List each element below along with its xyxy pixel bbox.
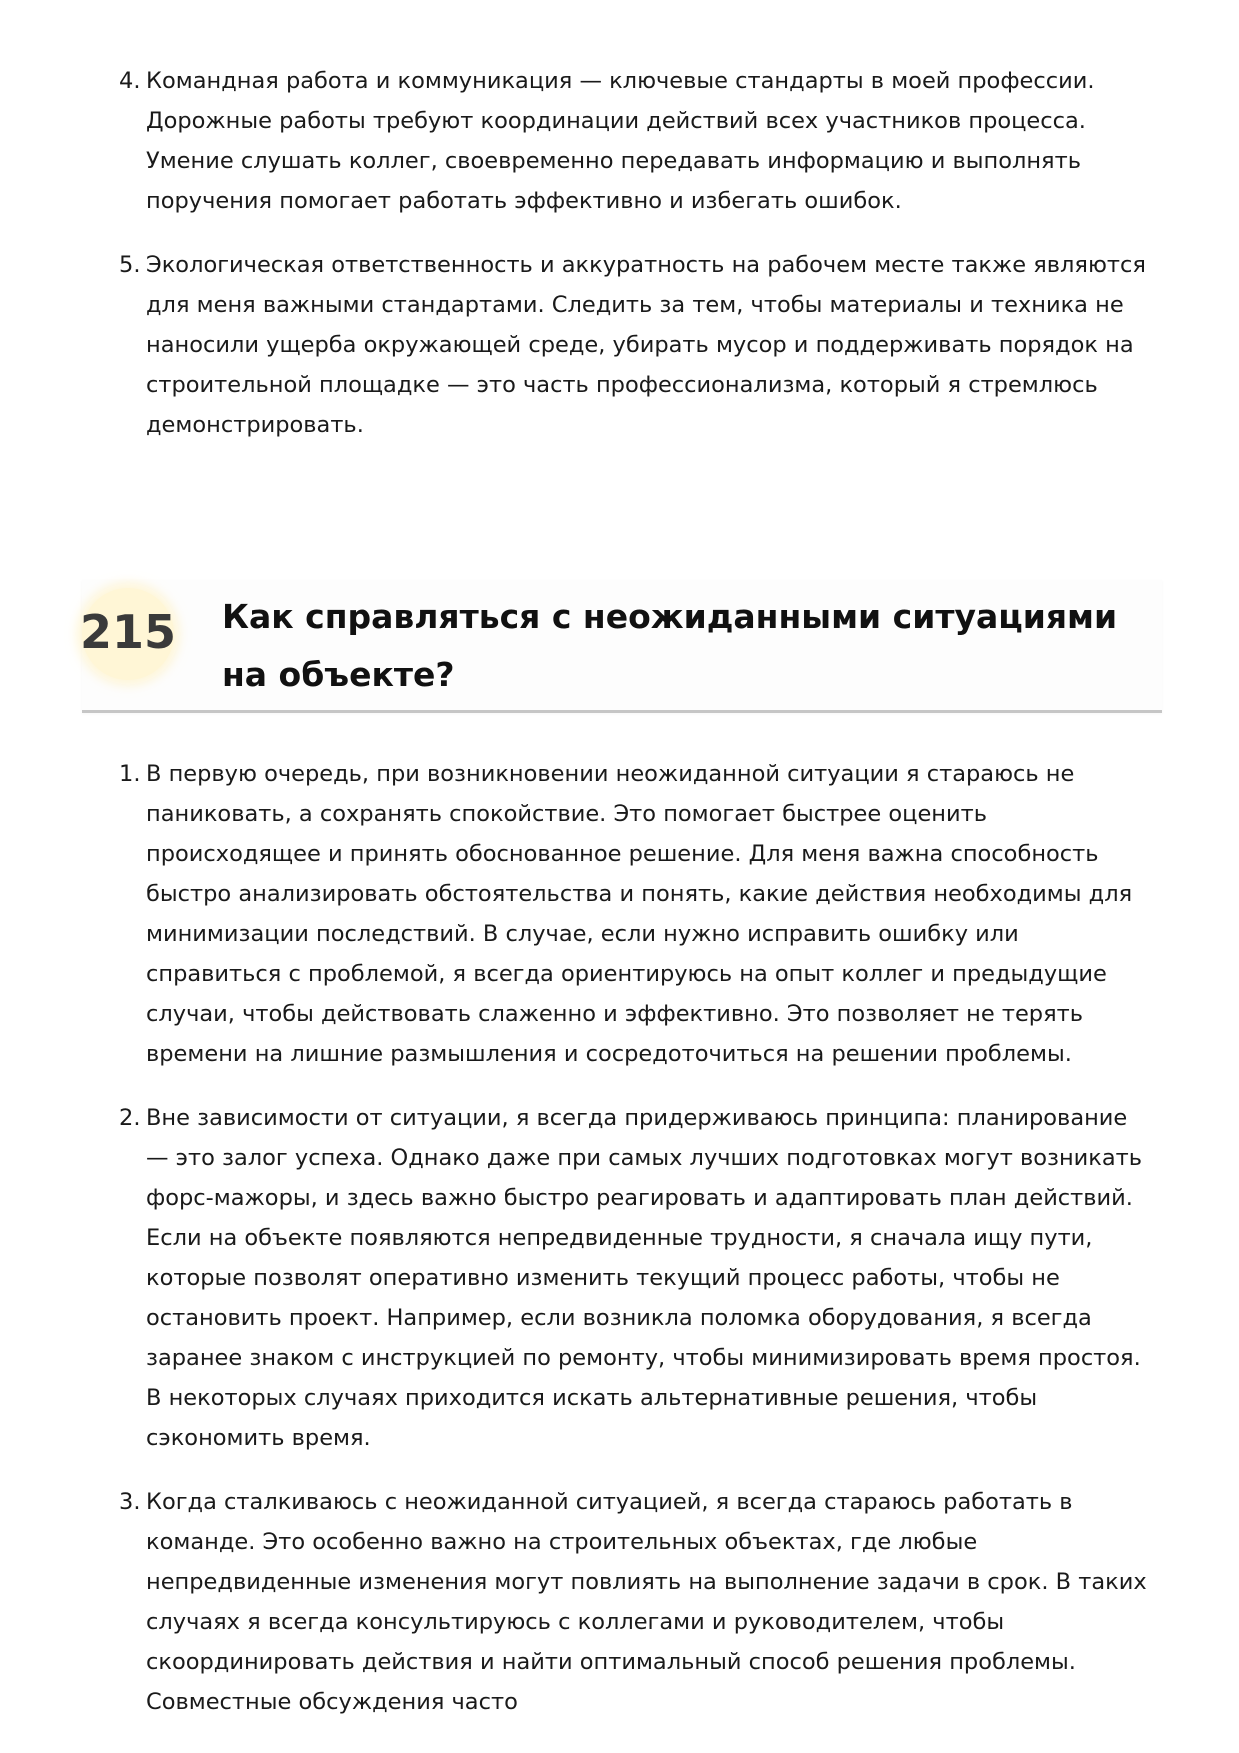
list-item bbox=[119, 1098, 1156, 1458]
list-item-number: 1. bbox=[119, 761, 141, 787]
list-item-text: Экологическая ответственность и аккуратность на рабочем месте также являются для меня важными стандартами. Следить за тем, чтобы материалы и техника не наносили ущерба окружающей среде, убирать мусор и поддерживать порядок на строительной площадке — это часть профессионализма, который я стремлюсь демонстрировать. bbox=[146, 252, 1146, 438]
question-header bbox=[79, 580, 1162, 713]
list-item bbox=[119, 245, 1156, 445]
list-item-text: Командная работа и коммуникация — ключевые стандарты в моей профессии. Дорожные работы требуют координации действий всех участников процесса. Умение слушать коллег, своевременно передавать информацию и выполнять поручения помогает работать эффективно и избегать ошибок. bbox=[146, 68, 1095, 214]
list-item-text: Когда сталкиваюсь с неожиданной ситуацией, я всегда стараюсь работать в команде. Это особенно важно на строительных объектах, где любые непредвиденные изменения могут повлиять на выполнение задачи в срок. В таких случаях я всегда консультируюсь с коллегами и руководителем, чтобы скоординировать действия и найти оптимальный способ решения проблемы. Совместные обсуждения часто bbox=[146, 1489, 1147, 1715]
list-item bbox=[119, 61, 1156, 221]
list-item-number: 2. bbox=[119, 1105, 141, 1131]
list-item bbox=[119, 1482, 1156, 1722]
question-title: Как справляться с неожиданными ситуациями на объекте? bbox=[222, 597, 1118, 694]
list-item-number: 4. bbox=[119, 68, 141, 94]
question-number: 215 bbox=[79, 605, 177, 659]
answer-list bbox=[119, 754, 1156, 1746]
previous-answer-list bbox=[119, 61, 1156, 469]
list-item-text: Вне зависимости от ситуации, я всегда придерживаюсь принципа: планирование — это залог успеха. Однако даже при самых лучших подготовках могут возникать форс-мажоры, и здесь важно быстро реагировать и адаптировать план действий. Если на объекте появляются непредвиденные трудности, я сначала ищу пути, которые позволят оперативно изменить текущий процесс работы, чтобы не остановить проект. Например, если возникла поломка оборудования, я всегда заранее знаком с инструкцией по ремонту, чтобы минимизировать время простоя. В некоторых случаях приходится искать альтернативные решения, чтобы сэкономить время. bbox=[146, 1105, 1143, 1451]
list-item bbox=[119, 754, 1156, 1074]
list-item-text: В первую очередь, при возникновении неожиданной ситуации я стараюсь не паниковать, а сохранять спокойствие. Это помогает быстрее оценить происходящее и принять обоснованное решение. Для меня важна способность быстро анализировать обстоятельства и понять, какие действия необходимы для минимизации последствий. В случае, если нужно исправить ошибку или справиться с проблемой, я всегда ориентируюсь на опыт коллег и предыдущие случаи, чтобы действовать слаженно и эффективно. Это позволяет не терять времени на лишние размышления и сосредоточиться на решении проблемы. bbox=[146, 761, 1133, 1067]
list-item-number: 5. bbox=[119, 252, 141, 278]
list-item-number: 3. bbox=[119, 1489, 141, 1515]
